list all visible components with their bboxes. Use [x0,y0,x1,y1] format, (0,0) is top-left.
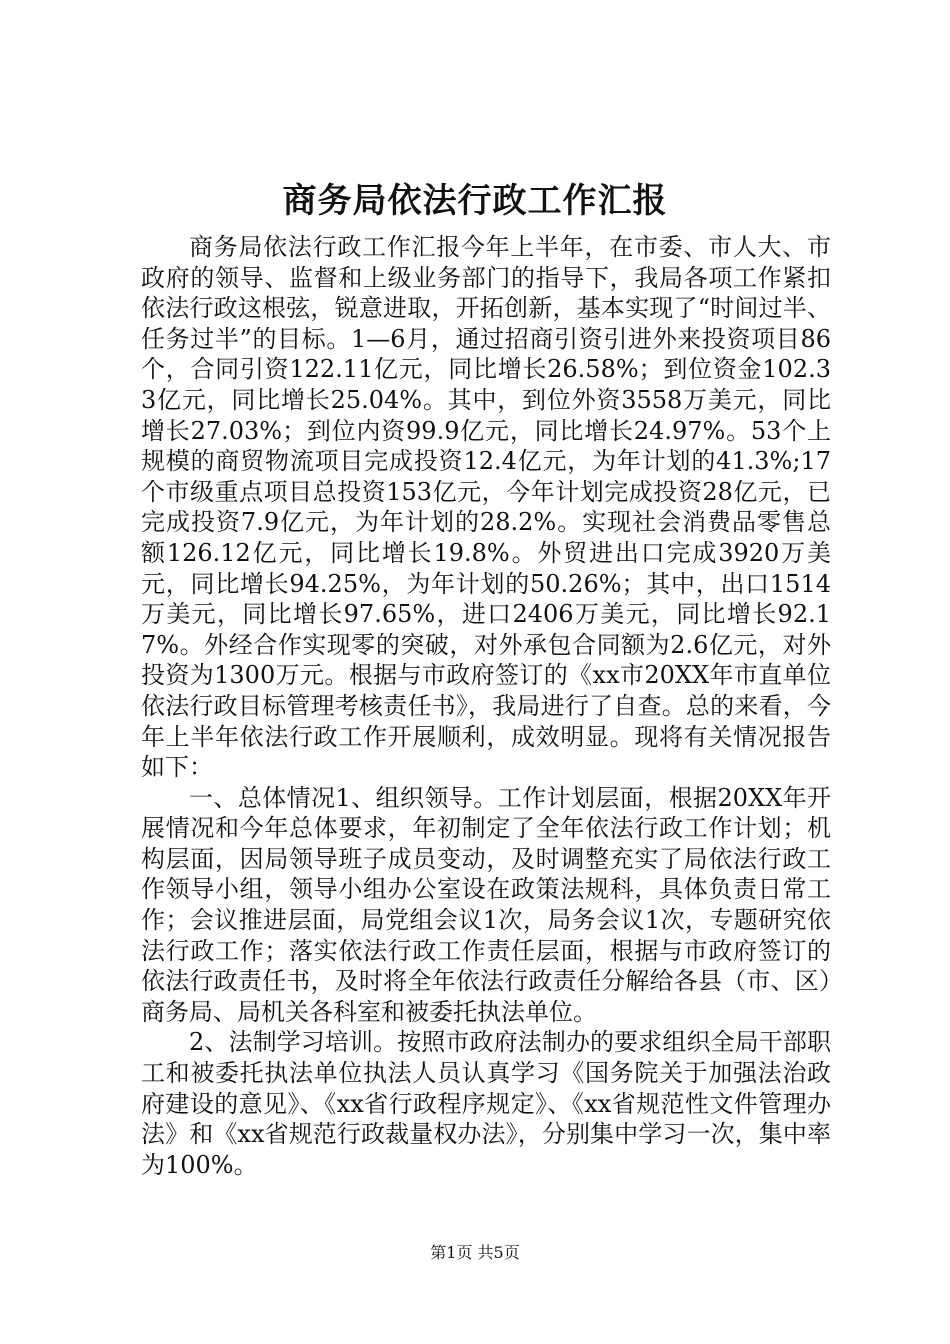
paragraph-legal-training: 2、法制学习培训。按照市政府法制办的要求组织全局干部职工和被委托执法单位执法人员认真学习《国务院关于加强法治政府建设的意见》、《xx省行政程序规定》、《xx省规范性文件管理办法》和《xx省规范行政裁量权办法》，分别集中学习一次，集中率为100%。 [141,1028,831,1179]
document-title: 商务局依法行政工作汇报 [282,181,668,221]
document-body [141,232,831,1180]
paragraph-intro: 商务局依法行政工作汇报今年上半年，在市委、市人大、市政府的领导、监督和上级业务部门的指导下，我局各项工作紧扣依法行政这根弦，锐意进取，开拓创新，基本实现了“时间过半、任务过半”的目标。1—6月，通过招商引资引进外来投资项目86个，合同引资122.11亿元，同比增长26.58%；到位资金102.33亿元，同比增长25.04%。其中，到位外资3558万美元，同比增长27.03%；到位内资99.9亿元，同比增长24.97%。53个上规模的商贸物流项目完成投资12.4亿元，为年计划的41.3%;17个市级重点项目总投资153亿元，今年计划完成投资28亿元，已完成投资7.9亿元，为年计划的28.2%。实现社会消费品零售总额126.12亿元，同比增长19.8%。外贸进出口完成3920万美元，同比增长94.25%，为年计划的50.26%；其中，出口1514万美元，同比增长97.65%，进口2406万美元，同比增长92.17%。外经合作实现零的突破，对外承包合同额为2.6亿元，对外投资为1300万元。根据与市政府签订的《xx市20XX年市直单位依法行政目标管理考核责任书》，我局进行了自查。总的来看，今年上半年依法行政工作开展顺利，成效明显。现将有关情况报告如下： [141,233,831,782]
paragraph-overview: 一、总体情况1、组织领导。工作计划层面，根据20XX年开展情况和今年总体要求，年初制定了全年依法行政工作计划；机构层面，因局领导班子成员变动，及时调整充实了局依法行政工作领导小组，领导小组办公室设在政策法规科，具体负责日常工作；会议推进层面，局党组会议1次，局务会议1次，专题研究依法行政工作；落实依法行政工作责任层面，根据与市政府签订的依法行政责任书，及时将全年依法行政责任分解给各县（市、区）商务局、局机关各科室和被委托执法单位。 [141,783,831,1026]
page-number-footer: 第1页 共5页 [430,1243,520,1262]
